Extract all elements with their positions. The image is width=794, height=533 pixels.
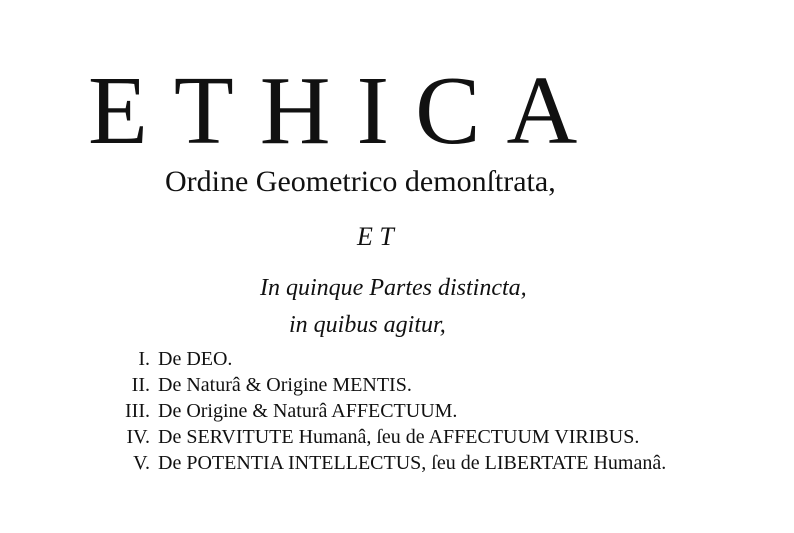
list-item <box>110 398 750 424</box>
list-item <box>110 372 750 398</box>
list-item <box>110 346 750 372</box>
part-title: De Naturâ & Origine MENTIS. <box>158 374 412 396</box>
part-number: IV. <box>126 426 150 448</box>
page-title: ETHICA <box>88 57 604 165</box>
part-number: I. <box>138 348 150 370</box>
part-number: II. <box>131 374 150 396</box>
parts-intro: In quinque Partes distincta, <box>260 275 527 301</box>
list-item <box>110 424 750 450</box>
part-title: De Origine & Naturâ AFFECTUUM. <box>158 400 458 422</box>
conjunction: E T <box>357 222 394 251</box>
subtitle: Ordine Geometrico demonſtrata, <box>165 165 556 198</box>
table-of-contents <box>110 346 750 476</box>
part-title: De POTENTIA INTELLECTUS, ſeu de LIBERTATE Humanâ. <box>158 452 667 474</box>
part-number: III. <box>125 400 150 422</box>
parts-intro-2: in quibus agitur, <box>289 312 446 338</box>
part-title: De DEO. <box>158 348 233 370</box>
list-item <box>110 450 750 476</box>
part-number: V. <box>133 452 150 474</box>
part-title: De SERVITUTE Humanâ, ſeu de AFFECTUUM VIRIBUS. <box>158 426 640 448</box>
